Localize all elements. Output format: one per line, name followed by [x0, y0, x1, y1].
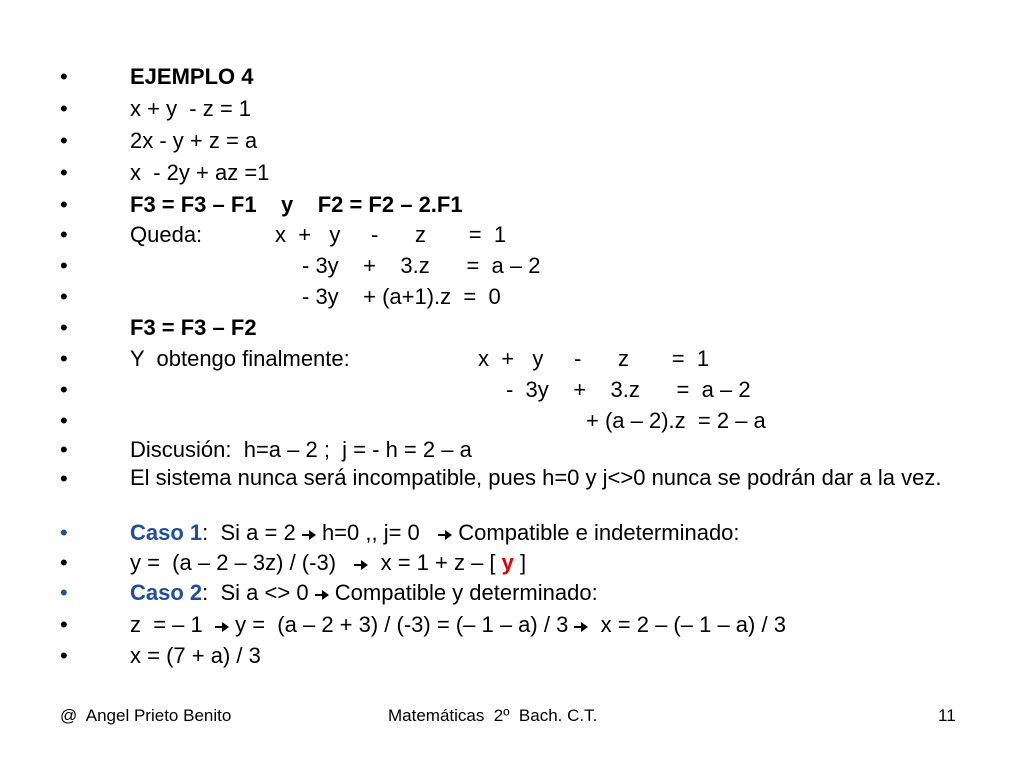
bullet: • — [60, 222, 68, 247]
case-1 — [130, 520, 740, 546]
bullet: • — [60, 408, 68, 433]
solution-y: y = (a – 2 – 3z) / (-3) — [130, 550, 355, 575]
bullet-line-9 — [0, 315, 1024, 345]
right-arrow-icon — [438, 529, 452, 541]
solution-z: z = – 1 — [130, 612, 215, 637]
bullet-line-18 — [0, 612, 1024, 642]
bullet: • — [60, 128, 68, 153]
queda-label: Queda: — [130, 222, 203, 247]
bullet-line-16 — [0, 550, 1024, 580]
footer-page-number: 11 — [938, 706, 956, 725]
equation-2: 2x - y + z = a — [130, 128, 258, 153]
bullet-line-2 — [0, 96, 1024, 126]
highlight-y: y — [501, 550, 514, 575]
bullet: • — [60, 315, 68, 340]
case-1-text-a: : Si a = 2 — [202, 520, 302, 545]
final-label: Y obtengo finalmente: — [130, 346, 350, 371]
bullet-line-8 — [0, 284, 1024, 314]
case-2-text-b: Compatible y determinado: — [328, 580, 598, 605]
equation-3: x - 2y + az =1 — [130, 160, 270, 185]
solution-final-x: x = (7 + a) / 3 — [130, 643, 261, 668]
bullet: • — [60, 64, 68, 89]
bullet: • — [60, 437, 68, 462]
bullet-line-12 — [0, 408, 1024, 438]
bullet-line-7 — [0, 253, 1024, 283]
bullet: • — [60, 643, 68, 668]
case-2 — [130, 580, 598, 606]
case-2-label: Caso 2 — [130, 580, 203, 605]
bullet: • — [60, 612, 68, 637]
discussion: Discusión: h=a – 2 ; j = - h = 2 – a — [130, 437, 472, 462]
footer-author: @ Angel Prieto Benito — [60, 706, 232, 725]
case-1-label: Caso 1 — [130, 520, 203, 545]
solution-x: x = 1 + z – [ — [368, 550, 502, 575]
case-2-text-a: : Si a <> 0 — [202, 580, 315, 605]
final-row-1: x + y - z = 1 — [478, 346, 710, 371]
bullet-line-19 — [0, 643, 1024, 673]
bullet: • — [60, 346, 68, 371]
bullet-line-15 — [0, 520, 1024, 550]
bullet-line-17 — [0, 580, 1024, 610]
case-1-solution — [130, 550, 526, 576]
bullet: • — [60, 580, 68, 605]
bullet-line-10 — [0, 346, 1024, 376]
solution-close: ] — [513, 550, 527, 575]
system-row-2: - 3y + 3.z = a – 2 — [302, 253, 541, 278]
right-arrow-icon — [215, 621, 229, 633]
bullet-line-3 — [0, 128, 1024, 158]
bullet-line-5 — [0, 192, 1024, 222]
example-title: EJEMPLO 4 — [130, 64, 254, 89]
system-row-1: x + y - z = 1 — [275, 222, 507, 247]
footer-course: Matemáticas 2º Bach. C.T. — [388, 706, 598, 725]
final-row-2: - 3y + 3.z = a – 2 — [506, 377, 751, 402]
bullet: • — [60, 284, 68, 309]
case-1-text-b: h=0 ,, j= 0 — [315, 520, 439, 545]
system-row-3: - 3y + (a+1).z = 0 — [302, 284, 501, 309]
solution-x2: x = 2 – (– 1 – a) / 3 — [588, 612, 786, 637]
right-arrow-icon — [574, 621, 588, 633]
bullet-line-13 — [0, 437, 1024, 467]
case-2-solution — [130, 612, 786, 638]
bullet: • — [60, 550, 68, 575]
final-row-3: + (a – 2).z = 2 – a — [586, 408, 766, 433]
row-operations-1: F3 = F3 – F1 y F2 = F2 – 2.F1 — [130, 192, 463, 217]
bullet-line-11 — [0, 377, 1024, 407]
bullet: • — [60, 160, 68, 185]
equation-1: x + y - z = 1 — [130, 96, 252, 121]
bullet: • — [60, 96, 68, 121]
case-1-text-c: Compatible e indeterminado: — [452, 520, 740, 545]
right-arrow-icon — [302, 529, 316, 541]
bullet-line-1 — [0, 64, 1024, 94]
bullet: • — [60, 377, 68, 402]
bullet: • — [60, 253, 68, 278]
row-operations-2: F3 = F3 – F2 — [130, 315, 257, 340]
bullet-line-4 — [0, 160, 1024, 190]
right-arrow-icon — [315, 589, 329, 601]
compatibility-note: El sistema nunca será incompatible, pues h=0 y j<>0 nunca se podrán dar a la vez. — [130, 465, 942, 490]
solution-y2: y = (a – 2 + 3) / (-3) = (– 1 – a) / 3 — [229, 612, 575, 637]
bullet: • — [60, 466, 68, 491]
bullet-line-6 — [0, 222, 1024, 252]
bullet-line-14 — [0, 466, 1024, 522]
bullet: • — [60, 192, 68, 217]
right-arrow-icon — [354, 559, 368, 571]
bullet: • — [60, 520, 68, 545]
